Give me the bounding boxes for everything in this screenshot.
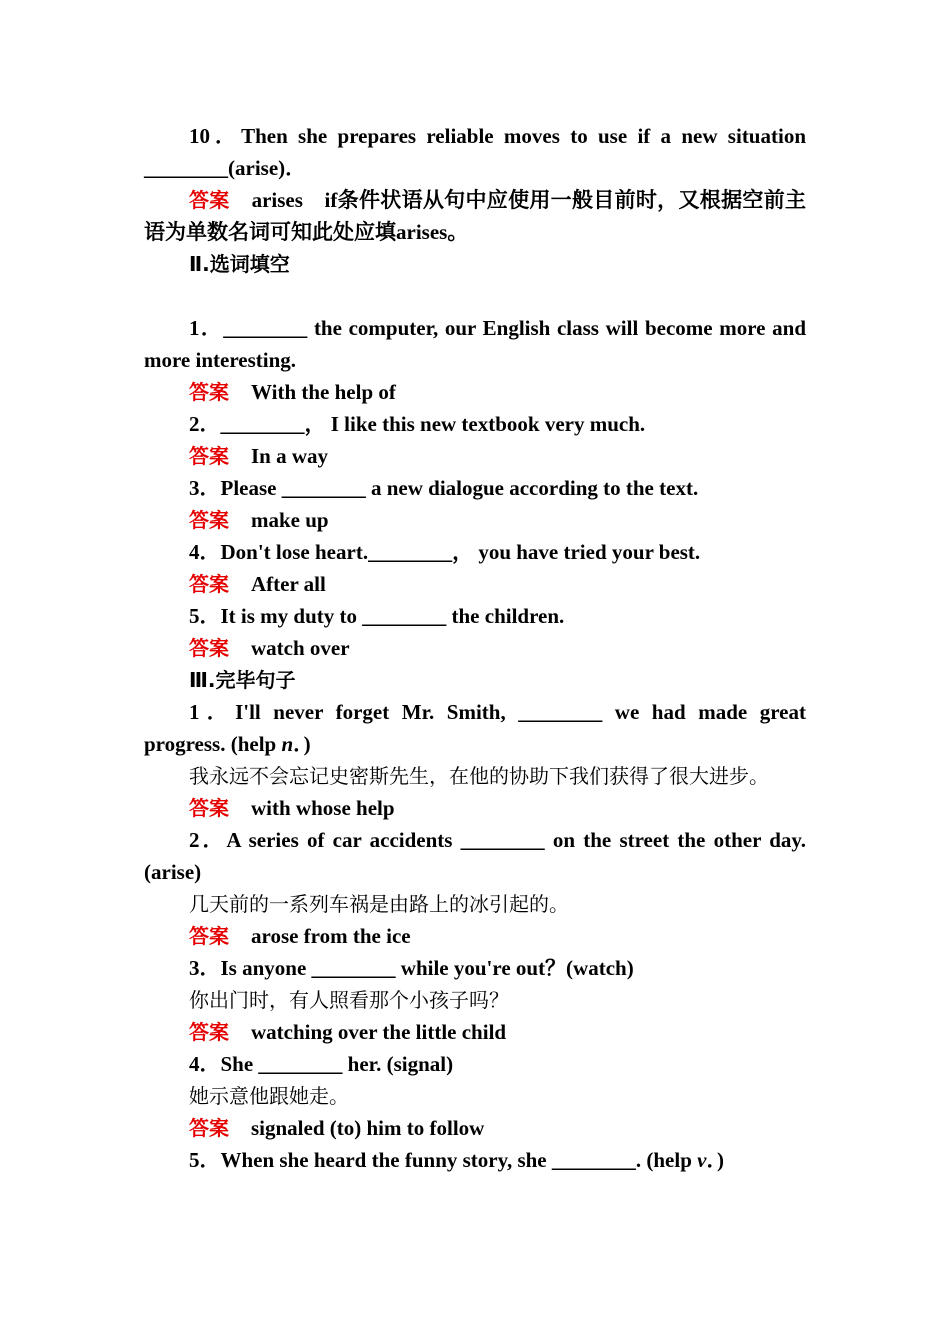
question-tail: ．) <box>706 1148 724 1172</box>
question-text: 1．I'll never forget Mr. Smith, ________ we had made great progress. (help <box>144 700 806 756</box>
answer-label: 答案 <box>189 1116 229 1140</box>
section-2-answer-4 <box>144 568 806 600</box>
question-italic: v <box>697 1148 707 1172</box>
answer-label: 答案 <box>189 188 230 212</box>
answer-text: arose from the ice <box>251 924 411 948</box>
question-10-line2: ________(arise)． <box>144 156 307 180</box>
section-3-chinese-2: 几天前的一系列车祸是由路上的冰引起的。 <box>189 892 569 916</box>
section-2-list <box>144 312 806 664</box>
answer-text: watching over the little child <box>251 1020 507 1044</box>
question-tail: ．) <box>293 732 311 756</box>
section-2-question-2: 2．________， I like this new textbook very much. <box>189 412 646 436</box>
question-10-line1: 10．Then she prepares reliable moves to use if a new situation <box>189 124 806 148</box>
section-2-answer-1 <box>144 376 806 408</box>
section-3-answer-1 <box>144 792 806 824</box>
answer-text: signaled (to) him to follow <box>251 1116 485 1140</box>
section-3-title: Ⅲ.完毕句子 <box>189 668 296 692</box>
answer-text: After all <box>251 572 326 596</box>
section-3-answer-4 <box>144 1112 806 1144</box>
spacer <box>144 280 806 312</box>
section-2-question-1: 1．________ the computer, our English class will become more and more interesting. <box>144 316 806 372</box>
section-2-answer-3 <box>144 504 806 536</box>
answer-label: 答案 <box>189 924 229 948</box>
answer-label: 答案 <box>189 636 229 660</box>
section-3-chinese-3: 你出门时，有人照看那个小孩子吗？ <box>189 988 509 1012</box>
section-2-answer-5 <box>144 632 806 664</box>
answer-text: In a way <box>251 444 329 468</box>
answer-text: With the help of <box>251 380 396 404</box>
section-3-question-3: 3．Is anyone ________ while you're out？(watch) <box>189 956 634 980</box>
answer-text: watch over <box>251 636 350 660</box>
section-2-question-4: 4．Don't lose heart.________， you have tried your best. <box>189 540 701 564</box>
answer-text: make up <box>251 508 329 532</box>
section-2-answer-2 <box>144 440 806 472</box>
section-3-list <box>144 696 806 1176</box>
answer-text: with whose help <box>251 796 395 820</box>
section-3-question-4: 4．She ________ her. (signal) <box>189 1052 454 1076</box>
section-3-answer-3 <box>144 1016 806 1048</box>
section-3-question-2: 2．A series of car accidents ________ on the street the other day. (arise) <box>144 828 806 884</box>
section-3-question-5 <box>144 1144 806 1176</box>
question-italic: n <box>281 732 294 756</box>
answer-10 <box>144 184 806 248</box>
answer-label: 答案 <box>189 508 229 532</box>
answer-label: 答案 <box>189 380 229 404</box>
section-2-question-3: 3．Please ________ a new dialogue according to the text. <box>189 476 699 500</box>
answer-10-text: arises if条件状语从句中应使用一般目前时，又根据空前主语为单数名词可知此处应填arises。 <box>144 188 806 244</box>
section-3-chinese-1: 我永远不会忘记史密斯先生，在他的协助下我们获得了很大进步。 <box>189 764 769 788</box>
answer-label: 答案 <box>189 1020 229 1044</box>
section-3-chinese-4: 她示意他跟她走。 <box>189 1084 349 1108</box>
section-3-answer-2 <box>144 920 806 952</box>
answer-label: 答案 <box>189 796 229 820</box>
question-text: 5．When she heard the funny story, she ________. (help <box>189 1148 698 1172</box>
section-2-title: Ⅱ.选词填空 <box>189 252 290 276</box>
section-3-question-1 <box>144 696 806 760</box>
answer-label: 答案 <box>189 444 229 468</box>
document-page <box>144 120 806 1176</box>
section-2-question-5: 5．It is my duty to ________ the children. <box>189 604 565 628</box>
answer-label: 答案 <box>189 572 229 596</box>
